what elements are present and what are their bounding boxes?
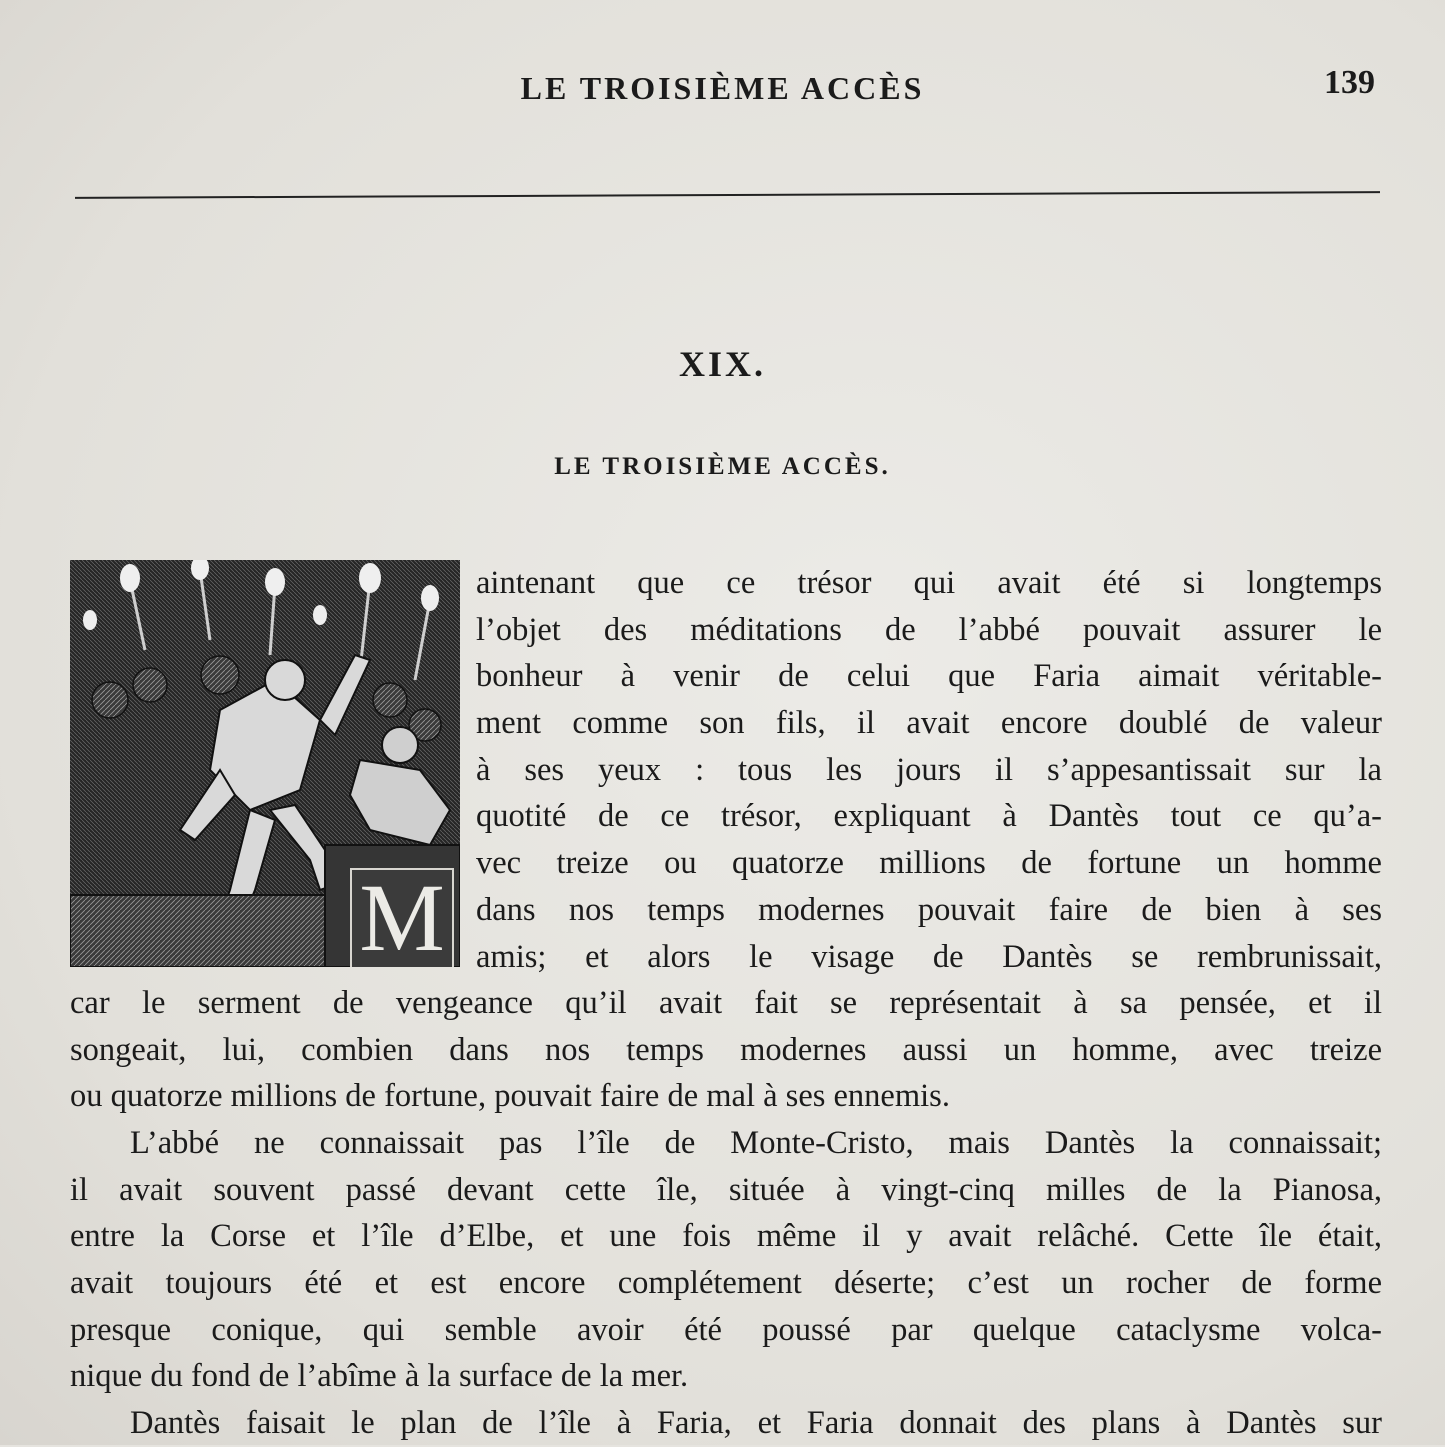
drop-cap-illustration xyxy=(70,560,460,967)
text-line: nique du fond de l’abîme à la surface de la mer. xyxy=(70,1358,689,1395)
text-line: aintenant que ce trésor qui avait été si longtemps xyxy=(476,565,1382,601)
text-line: Dantès faisait le plan de l’île à Faria, et Faria donnait des plans à Dantès sur xyxy=(130,1405,1382,1441)
text-line: il avait souvent passé devant cette île, située à vingt-cinq milles de la Pianosa, xyxy=(70,1171,1382,1208)
paragraph-1-wrapped-lines xyxy=(476,560,1382,980)
text-line: dans nos temps modernes pouvait faire de bien à ses xyxy=(476,891,1382,928)
paragraph-2 xyxy=(70,1120,1382,1400)
text-line: songeait, lui, combien dans nos temps modernes aussi un homme, avec treize xyxy=(70,1031,1382,1068)
text-line: l’objet des méditations de l’abbé pouvait assurer le xyxy=(476,611,1382,648)
text-line: ou quatorze millions de fortune, pouvait faire de mal à ses ennemis. xyxy=(70,1078,950,1115)
page-number: 139 xyxy=(1324,64,1375,101)
paragraph-1-continued xyxy=(70,980,1382,1120)
text-line: car le serment de vengeance qu’il avait fait se représentait à sa pensée, et il xyxy=(70,985,1382,1021)
chapter-number: XIX. xyxy=(678,344,766,384)
text-line: entre la Corse et l’île d’Elbe, et une fois même il y avait relâché. Cette île était, xyxy=(70,1218,1382,1255)
text-line: avait toujours été et est encore complétement déserte; c’est un rocher de forme xyxy=(70,1265,1382,1302)
text-line: ment comme son fils, il avait encore doublé de valeur xyxy=(476,705,1382,742)
paragraph-3 xyxy=(70,1400,1382,1447)
text-line: bonheur à venir de celui que Faria aimait véritable- xyxy=(476,658,1382,695)
text-line: à ses yeux : tous les jours il s’appesantissait sur la xyxy=(476,751,1382,788)
text-line: amis; et alors le visage de Dantès se rembrunissait, xyxy=(476,938,1382,975)
text-line: quotité de ce trésor, expliquant à Dantès tout ce qu’a- xyxy=(476,798,1382,835)
text-line: L’abbé ne connaissait pas l’île de Monte-Cristo, mais Dantès la connaissait; xyxy=(130,1125,1382,1161)
running-head: LE TROISIÈME ACCÈS xyxy=(520,70,925,106)
drop-cap-letter: M xyxy=(350,868,454,967)
text-line: presque conique, qui semble avoir été poussé par quelque cataclysme volca- xyxy=(70,1311,1382,1348)
chapter-title: LE TROISIÈME ACCÈS. xyxy=(554,453,891,480)
text-line: vec treize ou quatorze millions de fortune un homme xyxy=(476,845,1382,882)
